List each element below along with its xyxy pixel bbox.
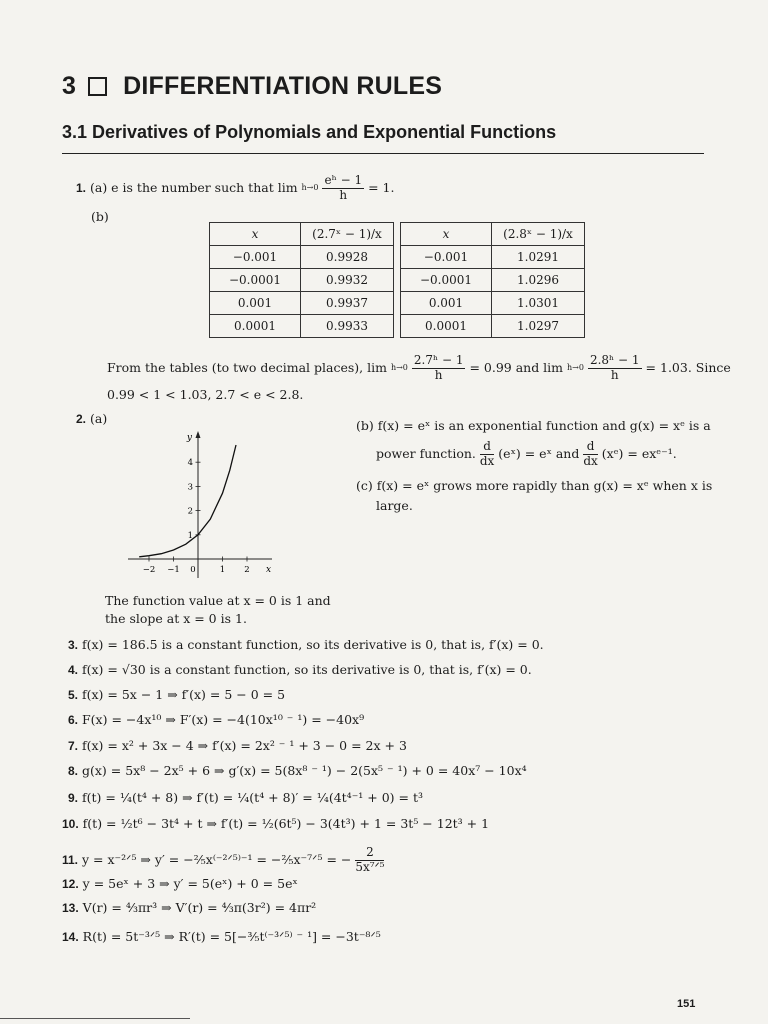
fraction-denominator: 5x⁷ᐟ⁵ (355, 859, 385, 874)
exercise-number: 5. (68, 688, 79, 702)
exercise-7 (68, 738, 407, 753)
exercise-3 (68, 637, 544, 652)
ex2-b-text: (eˣ) = eˣ and (498, 445, 580, 461)
exercise-5 (68, 687, 285, 702)
table-cell: 0.0001 (401, 315, 492, 338)
table-cell: 0.9937 (301, 292, 394, 315)
exercise-2-number: 2. (76, 412, 87, 426)
table-cell: −0.0001 (401, 269, 492, 292)
exercise-text: y = 5eˣ + 3 ⇒ y′ = 5(eˣ) + 0 = 5eˣ (82, 876, 298, 891)
exercise-13 (62, 900, 316, 915)
limit-subscript: h→0 (390, 363, 408, 373)
fraction-numerator: d (583, 440, 597, 455)
ex1-a-end: = 1. (368, 179, 395, 195)
fraction-denominator: h (610, 367, 619, 382)
table-header: x (401, 223, 492, 246)
chapter-number: 3 (62, 72, 77, 100)
table-row (210, 315, 394, 338)
table-cell: 1.0297 (492, 315, 585, 338)
x-tick-label: 1 (219, 565, 226, 575)
table-header-row (401, 223, 585, 246)
fraction-denominator: h (339, 187, 348, 202)
exercise-4 (68, 662, 532, 677)
chapter-heading (62, 72, 442, 101)
fraction-denominator: dx (583, 453, 598, 468)
fraction-numerator: eʰ − 1 (324, 173, 363, 187)
limit-subscript: h→0 (567, 363, 584, 373)
table-cell: −0.001 (210, 246, 301, 269)
exercise-text: y = x⁻²ᐟ⁵ ⇒ y′ = −⅖x⁽⁻²ᐟ⁵⁾⁻¹ = −⅖x⁻⁷ᐟ⁵ = − (82, 851, 352, 867)
table-header-row (210, 223, 394, 246)
ex1-a-limit (302, 184, 319, 192)
exercise-text: f(t) = ¼(t⁴ + 8) ⇒ f′(t) = ¼(t⁴ + 8)′ = ¼(4t⁴⁻¹ + 0) = t³ (82, 790, 424, 805)
exercise-text: f(x) = 5x − 1 ⇒ f′(x) = 5 − 0 = 5 (82, 687, 286, 702)
fraction-denominator: dx (479, 453, 495, 468)
derivative-operator (480, 440, 494, 469)
exercise-1-number: 1. (76, 180, 87, 195)
ex2-a-label: (a) (90, 411, 108, 426)
exercise-text: V(r) = ⁴⁄₃πr³ ⇒ V′(r) = ⁴⁄₃π(3r²) = 4πr² (82, 900, 317, 915)
fraction-numerator: 2.7ʰ − 1 (413, 353, 464, 367)
exercise-number: 11. (62, 852, 79, 867)
graph-caption-2: the slope at x = 0 is 1. (105, 611, 247, 626)
table-cell: −0.0001 (210, 269, 301, 292)
exercise-number: 7. (68, 739, 79, 753)
conclusion-text: = 1.03. Since (645, 359, 731, 375)
exercise-number: 6. (68, 713, 79, 727)
table-row (401, 246, 585, 269)
table-cell: 0.9928 (301, 246, 394, 269)
ex1-b-label: (b) (91, 209, 109, 224)
exercise-number: 9. (68, 791, 79, 805)
table-row (401, 292, 585, 315)
table-cell: −0.001 (401, 246, 492, 269)
conclusion-limit (567, 364, 584, 372)
exercise-text: f(t) = ½t⁶ − 3t⁴ + t ⇒ f′(t) = ½(6t⁵) − 3(4t³) + 1 = 3t⁵ − 12t³ + 1 (82, 816, 490, 831)
conclusion-limit (391, 364, 408, 372)
exercise-9 (68, 790, 423, 805)
section-divider (62, 153, 704, 154)
table-cell: 1.0291 (492, 246, 585, 269)
ex1-conclusion-line2: 0.99 < 1 < 1.03, 2.7 < e < 2.8. (107, 387, 304, 402)
fraction-numerator: 2.8ʰ − 1 (589, 353, 640, 367)
exercise-2-part-a (76, 411, 107, 426)
conclusion-text: = 0.99 and lim (469, 359, 564, 375)
table-cell: 0.001 (401, 292, 492, 315)
y-axis-arrow (196, 431, 201, 438)
table-2-8 (400, 222, 585, 338)
table-row (210, 292, 394, 315)
footer-rule (0, 1018, 190, 1019)
y-tick-label: 3 (187, 482, 193, 493)
table-cell: 0.9932 (301, 269, 394, 292)
table-row (210, 246, 394, 269)
ex2-b-text: (xᵉ) = exᵉ⁻¹. (601, 445, 677, 461)
ex1-a-text: (a) e is the number such that lim (90, 179, 298, 195)
y-tick-label: 2 (187, 506, 193, 517)
exercise-number: 4. (68, 663, 79, 677)
ex2-b-line1: (b) f(x) = eˣ is an exponential function and g(x) = xᵉ is a (356, 418, 711, 433)
table-header: (2.7ˣ − 1)/x (301, 223, 394, 246)
exercise-number: 8. (68, 764, 79, 778)
exercise-11 (62, 846, 384, 875)
ex2-b-text: power function. (376, 445, 476, 461)
table-row (401, 269, 585, 292)
table-row (210, 269, 394, 292)
table-cell: 1.0301 (492, 292, 585, 315)
exercise-11-fraction (355, 846, 384, 875)
exercise-number: 14. (62, 930, 79, 944)
exercise-number: 12. (62, 877, 79, 891)
x-axis-label: x (266, 565, 272, 575)
exercise-number: 10. (62, 817, 79, 831)
ex1-conclusion (107, 354, 731, 383)
table-cell: 0.001 (210, 292, 301, 315)
table-2-7 (209, 222, 394, 338)
y-axis-label: y (186, 433, 192, 443)
axis-ticks (143, 458, 250, 575)
exercise-text: f(x) = √30 is a constant function, so its derivative is 0, that is, f′(x) = 0. (82, 662, 532, 677)
x-tick-label: 2 (244, 565, 250, 575)
exponential-graph (120, 428, 290, 583)
fraction-numerator: d (480, 440, 494, 455)
y-tick-label: 4 (187, 458, 193, 469)
x-tick-label: −2 (142, 565, 156, 575)
exercise-text: f(x) = x² + 3x − 4 ⇒ f′(x) = 2x² ⁻ ¹ + 3 − 0 = 2x + 3 (82, 738, 407, 753)
exercise-text: g(x) = 5x⁸ − 2x⁵ + 6 ⇒ g′(x) = 5(8x⁸ ⁻ ¹) − 2(5x⁵ ⁻ ¹) + 0 = 40x⁷ − 10x⁴ (82, 763, 527, 778)
limit-subscript: h→0 (301, 183, 319, 193)
chapter-title: DIFFERENTIATION RULES (123, 72, 443, 100)
ex2-c-line1: (c) f(x) = eˣ grows more rapidly than g(x) = xᵉ when x is (356, 478, 713, 493)
table-cell: 0.9933 (301, 315, 394, 338)
table-header: x (210, 223, 301, 246)
exercise-text: F(x) = −4x¹⁰ ⇒ F′(x) = −4(10x¹⁰ ⁻ ¹) = −40x⁹ (82, 712, 365, 727)
exercise-6 (68, 712, 364, 727)
graph-caption-1: The function value at x = 0 is 1 and (105, 593, 331, 608)
exercise-1-part-a (76, 174, 394, 203)
exercise-text: f(x) = 186.5 is a constant function, so its derivative is 0, that is, f′(x) = 0. (82, 637, 544, 652)
table-row (401, 315, 585, 338)
page-number: 151 (677, 998, 696, 1010)
conclusion-fraction-1 (412, 354, 466, 383)
conclusion-text: From the tables (to two decimal places), lim (107, 359, 387, 375)
x-tick-label: 0 (190, 565, 196, 575)
exercise-14 (62, 929, 381, 944)
exercise-number: 3. (68, 638, 79, 652)
derivative-operator (583, 440, 597, 469)
exercise-8 (68, 763, 527, 778)
ex1-a-fraction (322, 174, 364, 203)
exercise-12 (62, 876, 298, 891)
square-icon (88, 77, 107, 96)
x-tick-label: −1 (167, 565, 180, 575)
table-cell: 0.0001 (210, 315, 301, 338)
exercise-number: 13. (62, 901, 79, 915)
fraction-denominator: h (434, 367, 443, 382)
conclusion-fraction-2 (588, 354, 642, 383)
section-title: 3.1 Derivatives of Polynomials and Exponential Functions (62, 122, 557, 142)
table-cell: 1.0296 (492, 269, 585, 292)
exercise-text: R(t) = 5t⁻³ᐟ⁵ ⇒ R′(t) = 5[−⅗t⁽⁻³ᐟ⁵⁾ ⁻ ¹] = −3t⁻⁸ᐟ⁵ (82, 929, 381, 944)
ex2-c-line2: large. (376, 498, 413, 513)
table-header: (2.8ˣ − 1)/x (492, 223, 585, 246)
fraction-numerator: 2 (355, 846, 384, 861)
y-tick-label: 1 (187, 530, 193, 541)
ex2-b-line2 (376, 440, 677, 469)
exercise-10 (62, 816, 489, 831)
